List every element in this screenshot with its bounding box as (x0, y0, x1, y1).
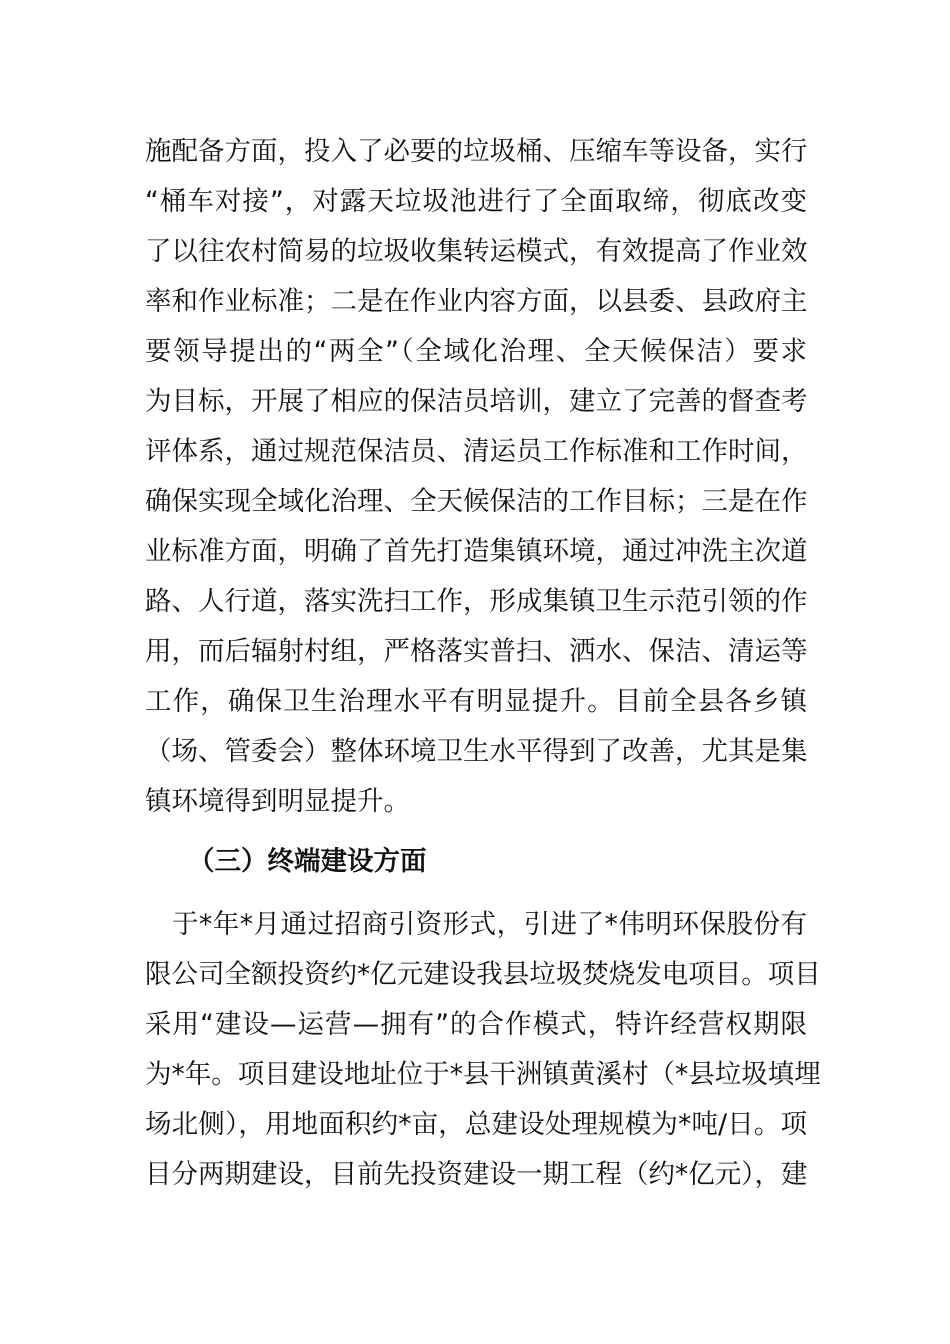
paragraph-2-line-6: 目分两期建设，目前先投资建设一期工程（约*亿元），建 (145, 1159, 808, 1190)
paragraph-1-line-10: 路、人行道，落实洗扫工作，形成集镇卫生示范引领的作 (145, 586, 808, 617)
paragraph-2-line-1: 于*年*月通过招商引资形式，引进了*伟明环保股份有 (145, 909, 807, 940)
paragraph-1-line-1: 施配备方面，投入了必要的垃圾桶、压缩车等设备，实行 (145, 136, 808, 167)
paragraph-1-line-11: 用，而后辐射村组，严格落实普扫、洒水、保洁、清运等 (145, 636, 808, 667)
paragraph-1-line-9: 业标准方面，明确了首先打造集镇环境，通过冲洗主次道 (145, 536, 808, 567)
paragraph-1-line-7: 评体系，通过规范保洁员、清运员工作标准和工作时间， (145, 436, 808, 467)
paragraph-1-line-2: “桶车对接”，对露天垃圾池进行了全面取缔，彻底改变 (145, 186, 807, 217)
paragraph-2-line-4: 为*年。项目建设地址位于*县干洲镇黄溪村（*县垃圾填埋 (145, 1059, 821, 1090)
paragraph-1-line-6: 为目标，开展了相应的保洁员培训，建立了完善的督查考 (145, 386, 808, 417)
paragraph-2-line-5: 场北侧），用地面积约*亩，总建设处理规模为*吨/日。项 (145, 1109, 807, 1140)
paragraph-1-line-3: 了以往农村简易的垃圾收集转运模式，有效提高了作业效 (145, 236, 808, 267)
paragraph-1-line-5: 要领导提出的“两全”（全域化治理、全天候保洁）要求 (145, 336, 807, 367)
section-heading: （三）终端建设方面 (188, 846, 427, 877)
paragraph-1-line-8: 确保实现全域化治理、全天候保洁的工作目标；三是在作 (145, 486, 808, 517)
paragraph-1-line-14: 镇环境得到明显提升。 (145, 786, 410, 817)
paragraph-2-line-2: 限公司全额投资约*亿元建设我县垃圾焚烧发电项目。项目 (145, 959, 821, 990)
paragraph-1-line-4: 率和作业标准；二是在作业内容方面，以县委、县政府主 (145, 286, 808, 317)
paragraph-1-line-12: 工作，确保卫生治理水平有明显提升。目前全县各乡镇 (145, 686, 807, 717)
paragraph-1-line-13: （场、管委会）整体环境卫生水平得到了改善，尤其是集 (145, 736, 808, 767)
paragraph-2-line-3: 采用“建设—运营—拥有”的合作模式，特许经营权期限 (145, 1009, 807, 1040)
